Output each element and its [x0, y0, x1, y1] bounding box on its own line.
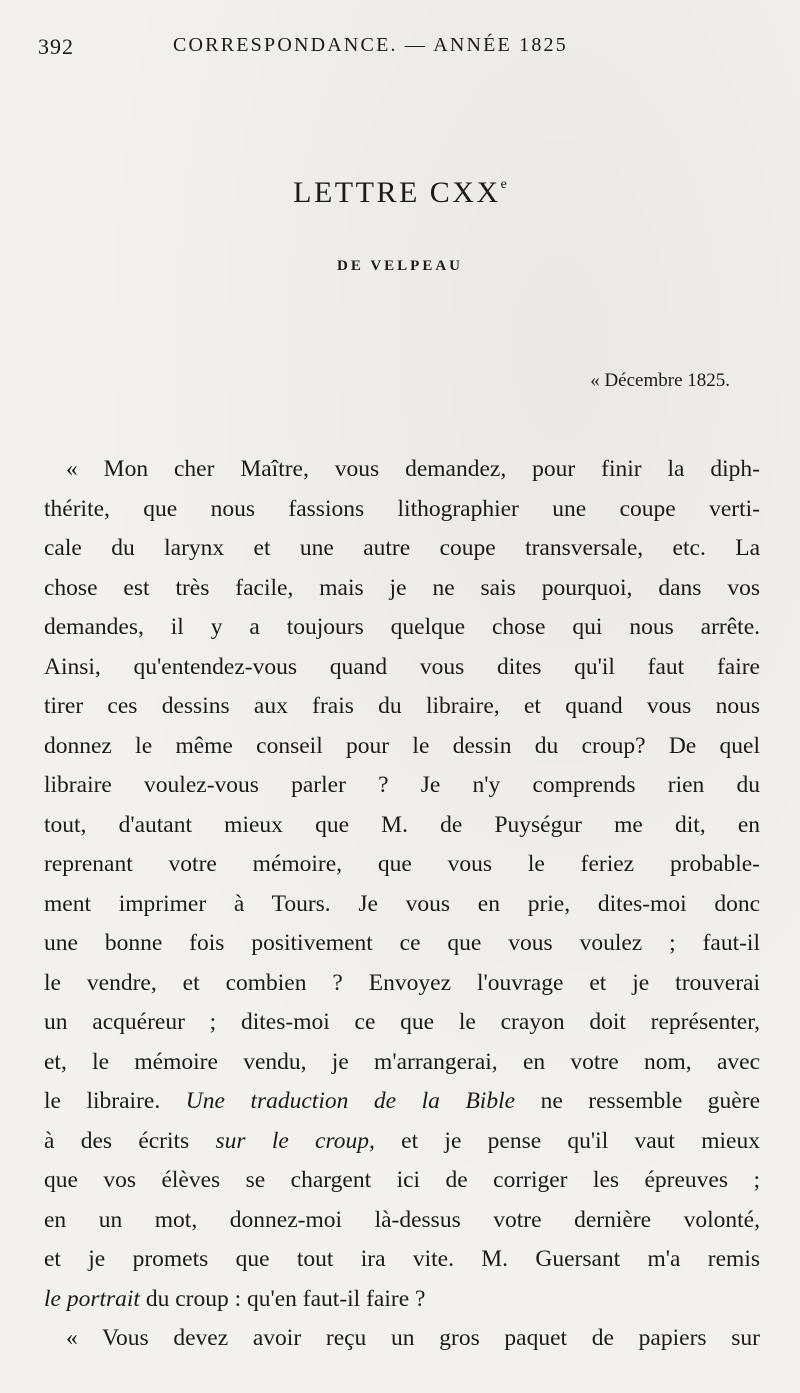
text-line: tout, d'autant mieux que M. de Puységur me dit, en — [44, 811, 760, 838]
letter-body — [44, 450, 760, 1359]
running-title: CORRESPONDANCE. — ANNÉE 1825 — [173, 34, 568, 56]
text-line: reprenant votre mémoire, que vous le feriez probable- — [44, 851, 760, 877]
italic-phrase: le portrait — [44, 1285, 140, 1312]
letter-title — [0, 176, 800, 210]
text-line: un acquéreur ; dites-moi ce que le crayon doit représenter, — [44, 1009, 760, 1035]
text-line: une bonne fois positivement ce que vous voulez ; faut-il — [44, 930, 760, 956]
text-segment: à des écrits — [44, 1127, 216, 1154]
text-line: le vendre, et combien ? Envoyez l'ouvrage et je trouverai — [44, 969, 760, 996]
text-segment: et je pense qu'il vaut mieux — [374, 1127, 760, 1154]
text-line — [44, 1122, 760, 1162]
text-segment: le libraire. — [44, 1088, 186, 1114]
text-line: et je promets que tout ira vite. M. Guersant m'a remis — [44, 1246, 760, 1272]
text-line: chose est très facile, mais je ne sais pourquoi, dans vos — [44, 574, 760, 601]
text-line: thérite, que nous fassions lithographier une coupe verti- — [44, 495, 760, 522]
text-line: et, le mémoire vendu, je m'arrangerai, en votre nom, avec — [44, 1048, 760, 1075]
italic-title: Une traduction de la Bible — [185, 1088, 516, 1114]
text-line: Ainsi, qu'entendez-vous quand vous dites qu'il faut faire — [44, 653, 760, 680]
italic-phrase: sur le croup, — [215, 1127, 375, 1154]
running-head — [38, 34, 758, 64]
page-number: 392 — [38, 34, 74, 59]
text-line: tirer ces dessins aux frais du libraire, et quand vous nous — [44, 693, 760, 719]
text-line: ment imprimer à Tours. Je vous en prie, dites-moi donc — [44, 890, 760, 917]
text-line: donnez le même conseil pour le dessin du croup? De quel — [44, 732, 760, 759]
text-line: que vos élèves se chargent ici de corriger les épreuves ; — [44, 1167, 760, 1193]
text-line: « Vous devez avoir reçu un gros paquet de papiers sur — [66, 1325, 760, 1351]
text-line: en un mot, donnez-moi là-dessus votre dernière volonté, — [44, 1206, 760, 1233]
letter-number-superscript: e — [500, 177, 507, 192]
text-line — [44, 1082, 760, 1122]
letter-number: LETTRE CXX — [293, 176, 501, 209]
text-line: cale du larynx et une autre coupe transversale, etc. La — [44, 535, 760, 561]
text-line: « Mon cher Maître, vous demandez, pour finir la diph- — [66, 456, 760, 482]
letter-date: « Décembre 1825. — [590, 370, 730, 391]
letter-author: DE VELPEAU — [337, 258, 463, 274]
text-segment: ne ressemble guère — [515, 1088, 760, 1114]
text-line: demandes, il y a toujours quelque chose qui nous arrête. — [44, 614, 760, 640]
text-segment: du croup : qu'en faut-il faire ? — [139, 1285, 426, 1312]
text-line: libraire voulez-vous parler ? Je n'y comprends rien du — [44, 772, 760, 798]
text-line — [44, 1280, 760, 1320]
